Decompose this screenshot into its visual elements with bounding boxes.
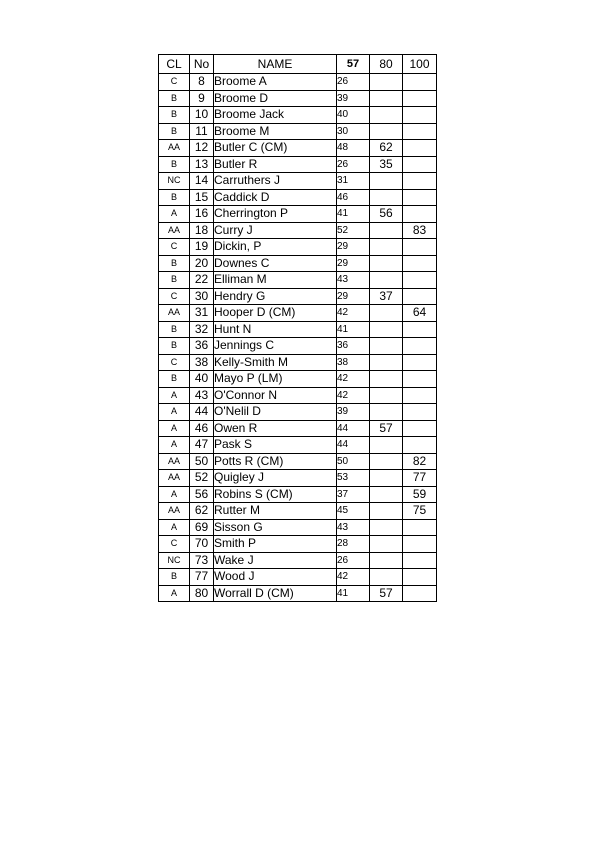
table-row [159, 354, 437, 371]
cell-score-100 [403, 519, 437, 536]
cell-number: 13 [190, 156, 214, 173]
cell-score-57: 52 [337, 222, 370, 239]
cell-score-80 [370, 123, 403, 140]
cell-class: C [159, 536, 190, 553]
cell-score-80 [370, 173, 403, 190]
cell-number: 32 [190, 321, 214, 338]
cell-score-57: 44 [337, 420, 370, 437]
cell-class: NC [159, 552, 190, 569]
cell-name: Mayo P (LM) [214, 371, 337, 388]
table-row [159, 239, 437, 256]
table-row [159, 255, 437, 272]
cell-score-57: 42 [337, 305, 370, 322]
cell-score-80 [370, 404, 403, 421]
cell-number: 18 [190, 222, 214, 239]
cell-score-80 [370, 470, 403, 487]
table-row [159, 222, 437, 239]
cell-score-57: 29 [337, 288, 370, 305]
cell-score-57: 43 [337, 272, 370, 289]
cell-number: 47 [190, 437, 214, 454]
cell-score-80 [370, 354, 403, 371]
cell-score-57: 29 [337, 255, 370, 272]
cell-name: Wake J [214, 552, 337, 569]
cell-name: O'Connor N [214, 387, 337, 404]
header-100: 100 [403, 55, 437, 74]
table-row [159, 486, 437, 503]
cell-score-100: 83 [403, 222, 437, 239]
cell-number: 30 [190, 288, 214, 305]
cell-number: 70 [190, 536, 214, 553]
cell-score-80 [370, 453, 403, 470]
cell-score-57: 42 [337, 371, 370, 388]
cell-number: 9 [190, 90, 214, 107]
cell-score-100 [403, 90, 437, 107]
table-row [159, 321, 437, 338]
cell-class: C [159, 74, 190, 91]
cell-score-80: 62 [370, 140, 403, 157]
cell-number: 46 [190, 420, 214, 437]
cell-class: B [159, 371, 190, 388]
cell-class: B [159, 255, 190, 272]
cell-name: Robins S (CM) [214, 486, 337, 503]
cell-name: Worrall D (CM) [214, 585, 337, 602]
cell-class: A [159, 519, 190, 536]
cell-number: 16 [190, 206, 214, 223]
cell-name: Owen R [214, 420, 337, 437]
cell-number: 50 [190, 453, 214, 470]
cell-score-80 [370, 272, 403, 289]
cell-score-80 [370, 519, 403, 536]
cell-number: 10 [190, 107, 214, 124]
cell-score-57: 38 [337, 354, 370, 371]
cell-name: Butler C (CM) [214, 140, 337, 157]
cell-name: Carruthers J [214, 173, 337, 190]
cell-class: A [159, 437, 190, 454]
cell-name: Broome A [214, 74, 337, 91]
cell-score-100 [403, 74, 437, 91]
cell-score-80 [370, 536, 403, 553]
header-cl: CL [159, 55, 190, 74]
cell-name: Smith P [214, 536, 337, 553]
cell-score-57: 26 [337, 156, 370, 173]
cell-score-57: 26 [337, 74, 370, 91]
cell-class: AA [159, 222, 190, 239]
cell-score-80 [370, 338, 403, 355]
cell-number: 73 [190, 552, 214, 569]
cell-score-100 [403, 173, 437, 190]
cell-number: 80 [190, 585, 214, 602]
cell-score-57: 42 [337, 569, 370, 586]
cell-name: Cherrington P [214, 206, 337, 223]
cell-score-100 [403, 585, 437, 602]
cell-class: A [159, 404, 190, 421]
cell-score-100 [403, 437, 437, 454]
cell-number: 11 [190, 123, 214, 140]
table-row [159, 140, 437, 157]
table-row [159, 404, 437, 421]
cell-score-57: 39 [337, 404, 370, 421]
table-row [159, 272, 437, 289]
cell-score-57: 30 [337, 123, 370, 140]
cell-score-100: 75 [403, 503, 437, 520]
cell-number: 43 [190, 387, 214, 404]
cell-class: A [159, 206, 190, 223]
cell-name: Jennings C [214, 338, 337, 355]
cell-name: Hunt N [214, 321, 337, 338]
table-row [159, 74, 437, 91]
cell-class: A [159, 420, 190, 437]
cell-score-80 [370, 74, 403, 91]
cell-name: Wood J [214, 569, 337, 586]
cell-number: 8 [190, 74, 214, 91]
table-body [159, 74, 437, 602]
cell-score-80 [370, 90, 403, 107]
cell-score-80 [370, 321, 403, 338]
cell-score-57: 31 [337, 173, 370, 190]
cell-name: Pask S [214, 437, 337, 454]
cell-number: 31 [190, 305, 214, 322]
cell-score-100 [403, 552, 437, 569]
cell-name: Sisson G [214, 519, 337, 536]
cell-score-100 [403, 272, 437, 289]
cell-number: 14 [190, 173, 214, 190]
cell-score-100 [403, 189, 437, 206]
cell-score-80 [370, 189, 403, 206]
cell-number: 52 [190, 470, 214, 487]
cell-score-80 [370, 387, 403, 404]
table-row [159, 305, 437, 322]
table-row [159, 338, 437, 355]
cell-class: B [159, 156, 190, 173]
cell-class: B [159, 123, 190, 140]
table-row [159, 90, 437, 107]
header-80: 80 [370, 55, 403, 74]
cell-score-100 [403, 569, 437, 586]
cell-class: B [159, 90, 190, 107]
cell-class: A [159, 387, 190, 404]
table-row [159, 552, 437, 569]
cell-score-80 [370, 305, 403, 322]
table-row [159, 470, 437, 487]
table-row [159, 569, 437, 586]
table-row [159, 387, 437, 404]
cell-number: 12 [190, 140, 214, 157]
cell-score-57: 37 [337, 486, 370, 503]
table-row [159, 206, 437, 223]
cell-score-80 [370, 486, 403, 503]
cell-score-80 [370, 552, 403, 569]
cell-name: Broome D [214, 90, 337, 107]
table-row [159, 288, 437, 305]
cell-score-100 [403, 321, 437, 338]
cell-number: 20 [190, 255, 214, 272]
header-name: NAME [214, 55, 337, 74]
cell-score-57: 40 [337, 107, 370, 124]
cell-number: 15 [190, 189, 214, 206]
cell-score-80 [370, 107, 403, 124]
cell-name: O'Nelil D [214, 404, 337, 421]
cell-class: B [159, 189, 190, 206]
table-row [159, 371, 437, 388]
cell-score-57: 53 [337, 470, 370, 487]
cell-score-57: 41 [337, 585, 370, 602]
cell-number: 77 [190, 569, 214, 586]
cell-score-100: 64 [403, 305, 437, 322]
cell-score-100: 59 [403, 486, 437, 503]
cell-score-100 [403, 420, 437, 437]
cell-number: 62 [190, 503, 214, 520]
table-row [159, 173, 437, 190]
cell-score-80: 57 [370, 420, 403, 437]
cell-score-100 [403, 371, 437, 388]
cell-score-100 [403, 140, 437, 157]
cell-score-100 [403, 338, 437, 355]
cell-name: Butler R [214, 156, 337, 173]
cell-score-100 [403, 123, 437, 140]
cell-score-100 [403, 107, 437, 124]
cell-class: B [159, 569, 190, 586]
cell-class: B [159, 321, 190, 338]
cell-score-57: 26 [337, 552, 370, 569]
table-row [159, 189, 437, 206]
cell-class: C [159, 354, 190, 371]
cell-name: Downes C [214, 255, 337, 272]
table-row [159, 453, 437, 470]
cell-score-80 [370, 569, 403, 586]
cell-number: 38 [190, 354, 214, 371]
cell-score-57: 28 [337, 536, 370, 553]
cell-score-57: 41 [337, 321, 370, 338]
cell-number: 19 [190, 239, 214, 256]
cell-score-80 [370, 437, 403, 454]
cell-name: Potts R (CM) [214, 453, 337, 470]
cell-class: A [159, 486, 190, 503]
cell-name: Rutter M [214, 503, 337, 520]
cell-class: AA [159, 470, 190, 487]
cell-class: B [159, 107, 190, 124]
cell-class: C [159, 239, 190, 256]
cell-class: AA [159, 140, 190, 157]
cell-score-80: 56 [370, 206, 403, 223]
cell-name: Dickin, P [214, 239, 337, 256]
cell-name: Broome M [214, 123, 337, 140]
table-row [159, 156, 437, 173]
cell-score-57: 43 [337, 519, 370, 536]
table-row [159, 437, 437, 454]
table-row [159, 585, 437, 602]
cell-score-57: 45 [337, 503, 370, 520]
cell-name: Hendry G [214, 288, 337, 305]
cell-score-100 [403, 354, 437, 371]
cell-score-57: 42 [337, 387, 370, 404]
cell-score-100 [403, 288, 437, 305]
cell-score-57: 48 [337, 140, 370, 157]
table-row [159, 536, 437, 553]
cell-score-57: 44 [337, 437, 370, 454]
cell-class: AA [159, 503, 190, 520]
header-row [159, 55, 437, 74]
cell-score-100 [403, 404, 437, 421]
cell-name: Quigley J [214, 470, 337, 487]
table-row [159, 107, 437, 124]
table-row [159, 503, 437, 520]
cell-score-100 [403, 255, 437, 272]
cell-score-57: 36 [337, 338, 370, 355]
cell-score-80: 35 [370, 156, 403, 173]
cell-number: 36 [190, 338, 214, 355]
cell-name: Curry J [214, 222, 337, 239]
cell-class: B [159, 272, 190, 289]
cell-score-80 [370, 222, 403, 239]
cell-name: Caddick D [214, 189, 337, 206]
cell-number: 22 [190, 272, 214, 289]
cell-name: Kelly-Smith M [214, 354, 337, 371]
cell-score-57: 41 [337, 206, 370, 223]
cell-score-80 [370, 503, 403, 520]
cell-score-80 [370, 239, 403, 256]
cell-score-100 [403, 239, 437, 256]
cell-score-100 [403, 387, 437, 404]
table-row [159, 519, 437, 536]
cell-class: NC [159, 173, 190, 190]
cell-name: Elliman M [214, 272, 337, 289]
cell-score-57: 29 [337, 239, 370, 256]
scores-table [158, 54, 437, 602]
cell-score-80 [370, 371, 403, 388]
cell-class: AA [159, 305, 190, 322]
cell-score-100 [403, 156, 437, 173]
cell-class: B [159, 338, 190, 355]
cell-score-57: 50 [337, 453, 370, 470]
cell-score-80: 37 [370, 288, 403, 305]
header-no: No [190, 55, 214, 74]
cell-number: 56 [190, 486, 214, 503]
cell-number: 40 [190, 371, 214, 388]
table-row [159, 123, 437, 140]
cell-score-57: 46 [337, 189, 370, 206]
header-57: 57 [337, 55, 370, 74]
cell-class: A [159, 585, 190, 602]
cell-score-57: 39 [337, 90, 370, 107]
cell-score-80 [370, 255, 403, 272]
cell-name: Broome Jack [214, 107, 337, 124]
cell-class: AA [159, 453, 190, 470]
cell-score-100: 82 [403, 453, 437, 470]
table-row [159, 420, 437, 437]
cell-score-80: 57 [370, 585, 403, 602]
cell-score-100 [403, 206, 437, 223]
cell-name: Hooper D (CM) [214, 305, 337, 322]
cell-number: 69 [190, 519, 214, 536]
cell-class: C [159, 288, 190, 305]
cell-score-100: 77 [403, 470, 437, 487]
cell-score-100 [403, 536, 437, 553]
cell-number: 44 [190, 404, 214, 421]
